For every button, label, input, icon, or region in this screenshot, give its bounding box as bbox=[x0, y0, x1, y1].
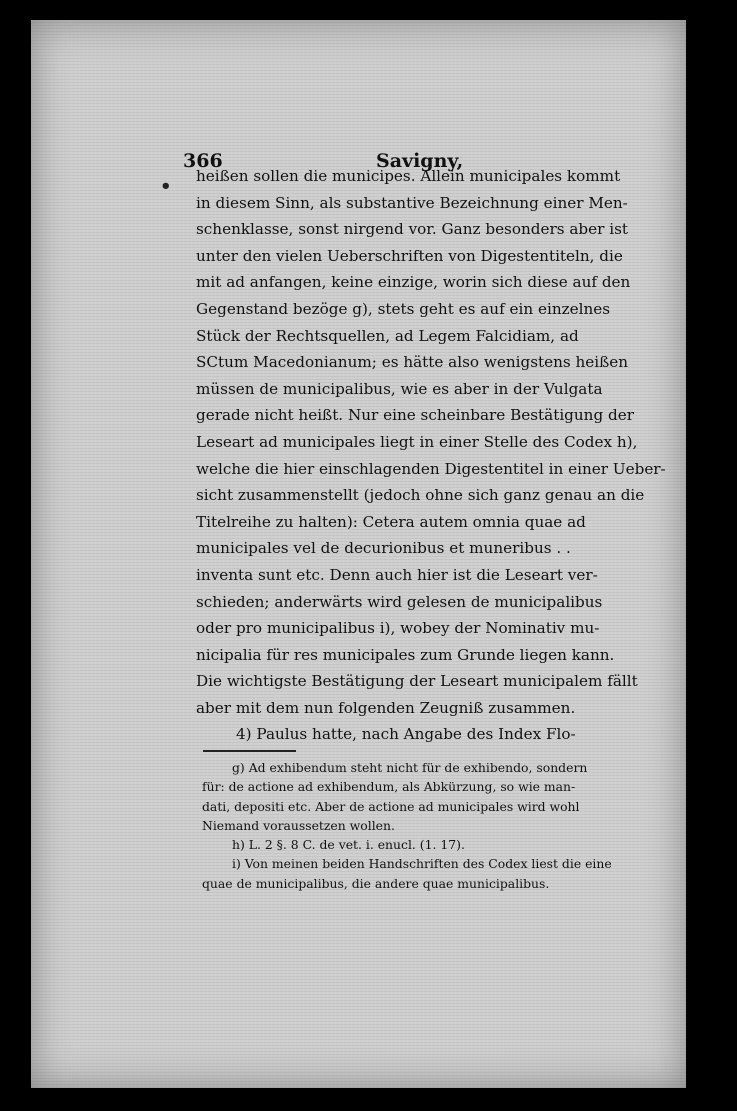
text-line: müssen de municipalibus, wie es aber in der Vulgata bbox=[196, 379, 603, 398]
text-line: unter den vielen Ueberschriften von Digestentiteln, die bbox=[196, 246, 623, 265]
footnote-line: quae de municipalibus, die andere quae municipalibus. bbox=[202, 875, 550, 891]
text-line: welche die hier einschlagenden Digestentitel in einer Ueber- bbox=[196, 459, 666, 478]
margin-mark: • bbox=[160, 176, 172, 197]
text-line: municipales vel de decurionibus et muneribus . . bbox=[196, 539, 571, 558]
text-line: Leseart ad municipales liegt in einer Stelle des Codex h), bbox=[196, 432, 638, 451]
text-line: inventa sunt etc. Denn auch hier ist die Leseart ver- bbox=[196, 565, 598, 584]
footnote-line: dati, depositi etc. Aber de actione ad municipales wird wohl bbox=[202, 798, 580, 814]
body-text bbox=[196, 163, 666, 748]
text-line: nicipalia für res municipales zum Grunde liegen kann. bbox=[196, 645, 615, 664]
text-line: sicht zusammenstellt (jedoch ohne sich ganz genau an die bbox=[196, 486, 645, 505]
footnote-line: g) Ad exhibendum steht nicht für de exhibendo, sondern bbox=[232, 760, 588, 775]
text-line: Gegenstand bezöge g), stets geht es auf ein einzelnes bbox=[196, 299, 611, 318]
page-number: 366 bbox=[183, 150, 223, 172]
footnote-divider bbox=[203, 750, 296, 752]
text-line: in diesem Sinn, als substantive Bezeichnung einer Men- bbox=[196, 193, 628, 212]
text-line: Die wichtigste Bestätigung der Leseart municipalem fällt bbox=[196, 672, 638, 691]
footnote-line: Niemand voraussetzen wollen. bbox=[202, 817, 395, 833]
text-line: aber mit dem nun folgenden Zeugniß zusammen. bbox=[196, 698, 576, 717]
text-line: Titelreihe zu halten): Cetera autem omnia quae ad bbox=[196, 512, 586, 531]
text-line: 4) Paulus hatte, nach Angabe des Index Flo- bbox=[236, 725, 576, 744]
text-line: schenklasse, sonst nirgend vor. Ganz besonders aber ist bbox=[196, 220, 628, 239]
text-line: schieden; anderwärts wird gelesen de municipalibus bbox=[196, 592, 603, 611]
footnote-line: h) L. 2 §. 8 C. de vet. i. enucl. (1. 17). bbox=[232, 837, 465, 853]
text-line: SCtum Macedonianum; es hätte also wenigstens heißen bbox=[196, 353, 629, 372]
text-line: mit ad anfangen, keine einzige, worin sich diese auf den bbox=[196, 273, 631, 292]
footnote-line: für: de actione ad exhibendum, als Abkürzung, so wie man- bbox=[202, 779, 576, 795]
text-line: heißen sollen die municipes. Allein municipales kommt bbox=[196, 167, 621, 185]
text-line: Stück der Rechtsquellen, ad Legem Falcidiam, ad bbox=[196, 326, 579, 345]
text-line: oder pro municipalibus i), wobey der Nominativ mu- bbox=[196, 619, 600, 638]
footnotes bbox=[202, 758, 618, 893]
text-line: gerade nicht heißt. Nur eine scheinbare Bestätigung der bbox=[196, 406, 634, 425]
footnote-line: i) Von meinen beiden Handschriften des Codex liest die eine bbox=[232, 856, 612, 872]
running-head: Savigny, bbox=[376, 150, 464, 172]
